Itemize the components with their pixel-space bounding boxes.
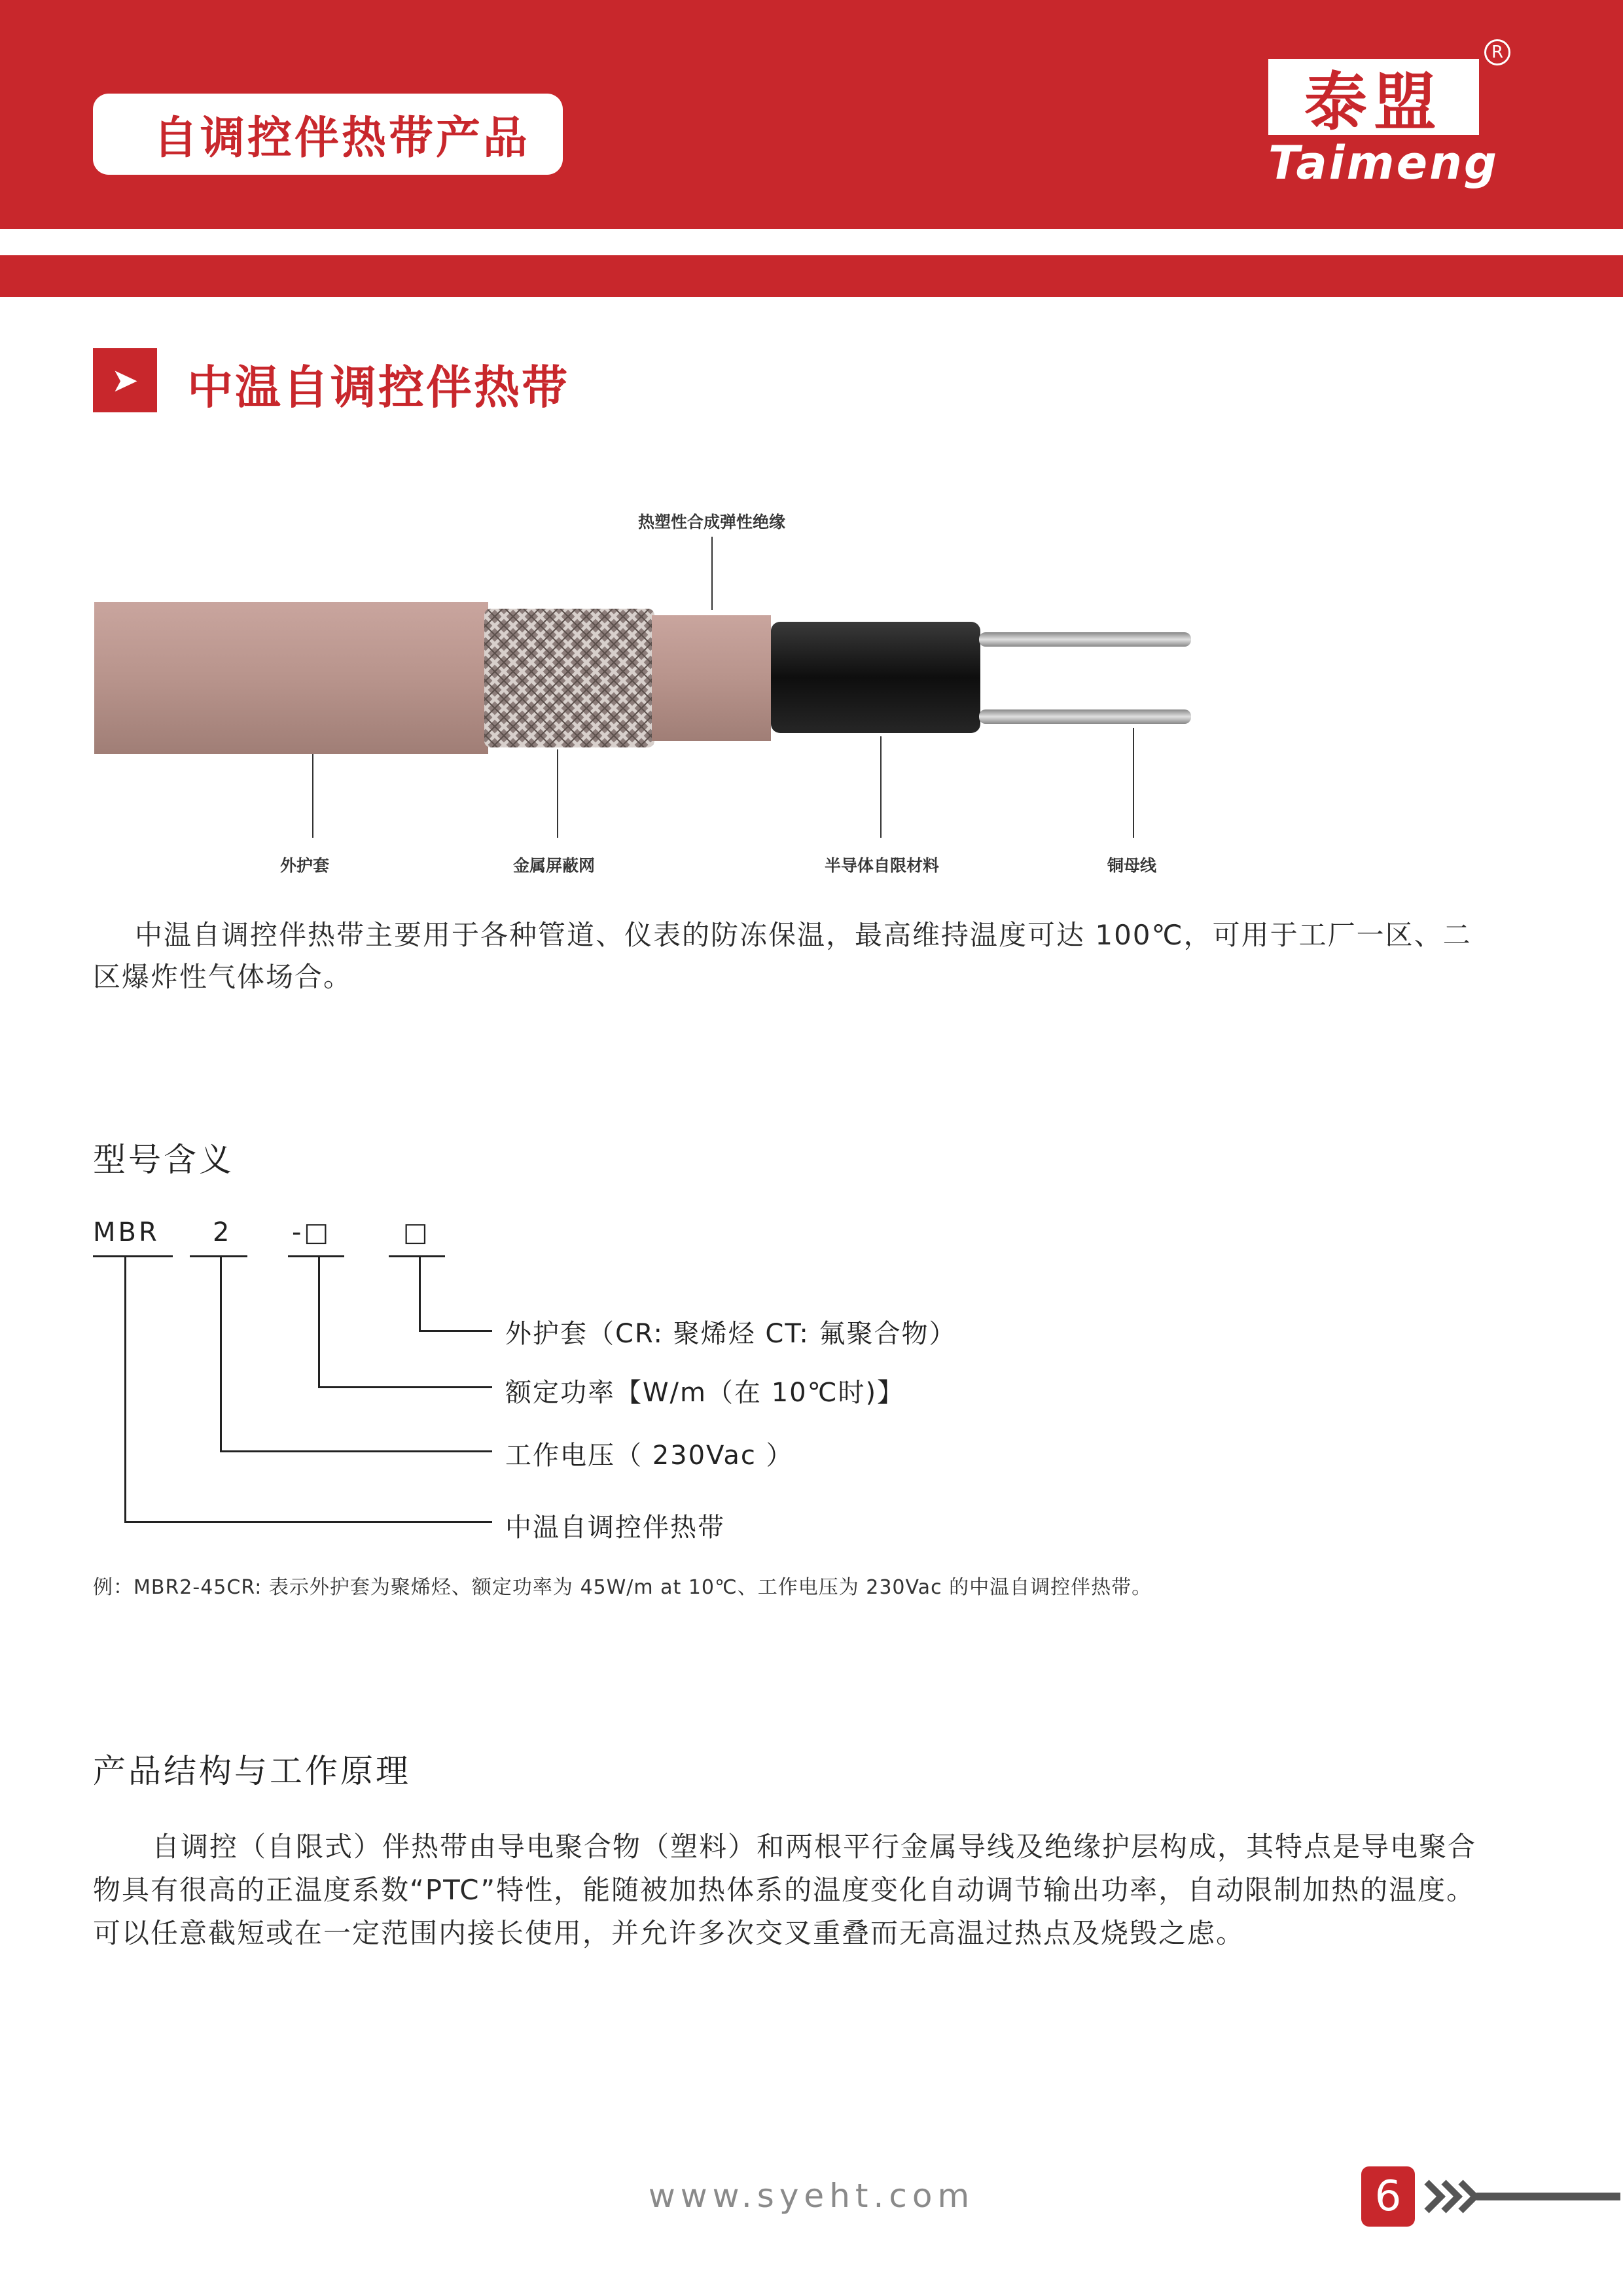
- registered-mark-icon: R: [1484, 39, 1510, 65]
- cable-structure-diagram: [92, 497, 1224, 890]
- code-underline: [389, 1255, 445, 1257]
- bracket-line: [419, 1330, 492, 1332]
- label-semiconductor: 半导体自限材料: [825, 856, 940, 875]
- structure-line-2: 物具有很高的正温度系数“PTC”特性，能随被加热体系的温度变化自动调节输出功率，自动限制加热的温度。: [93, 1874, 1476, 1906]
- chevrons-right-icon: [1424, 2177, 1620, 2216]
- label-insulation: 热塑性合成弹性绝缘: [638, 512, 786, 531]
- bus-wire-bottom: [979, 709, 1191, 724]
- category-label: 自调控伴热带产品: [93, 94, 563, 175]
- bracket-line: [220, 1450, 492, 1452]
- outer-jacket: [94, 602, 488, 754]
- intro-line-2: 区爆炸性气体场合。: [93, 961, 353, 993]
- code-underline: [93, 1255, 173, 1257]
- model-heading: 型号含义: [93, 1141, 234, 1179]
- label-outer-jacket: 外护套: [280, 856, 330, 875]
- structure-line-3: 可以任意截短或在一定范围内接长使用，并允许多次交叉重叠而无高温过热点及烧毁之虑。: [93, 1917, 1245, 1949]
- arrow-right-icon: ➤: [93, 348, 157, 412]
- code-part-voltage: 2: [213, 1217, 232, 1247]
- bracket-line: [124, 1257, 126, 1523]
- desc-jacket: 外护套（CR: 聚烯烃 CT: 氟聚合物）: [505, 1319, 957, 1349]
- semiconductor-core: [771, 622, 980, 733]
- page-number: 6: [1361, 2166, 1415, 2227]
- desc-power: 额定功率【W/m（在 10℃时)】: [505, 1378, 905, 1408]
- model-example: 例：MBR2-45CR: 表示外护套为聚烯烃、额定功率为 45W/m at 10℃、工作电压为 230Vac 的中温自调控伴热带。: [93, 1576, 1152, 1599]
- code-part-mbr: MBR: [93, 1217, 160, 1247]
- code-part-jacket: □: [403, 1217, 431, 1247]
- section-title: 中温自调控伴热带: [187, 361, 569, 414]
- bracket-line: [220, 1257, 222, 1452]
- label-bus-wire: 铜母线: [1107, 856, 1157, 875]
- bracket-line: [318, 1257, 320, 1388]
- bus-wire-top: [979, 632, 1191, 647]
- metal-braid: [484, 609, 654, 747]
- inner-insulation: [652, 615, 771, 741]
- bracket-line: [124, 1521, 492, 1523]
- bracket-line: [318, 1386, 492, 1388]
- intro-line-1: 中温自调控伴热带主要用于各种管道、仪表的防冻保温，最高维持温度可达 100℃，可用于工厂一区、二: [135, 919, 1472, 951]
- desc-voltage: 工作电压（ 230Vac ）: [505, 1441, 794, 1471]
- code-underline: [190, 1255, 247, 1257]
- code-underline: [288, 1255, 344, 1257]
- logo-wordmark: Taimeng: [1268, 136, 1499, 190]
- code-part-power: -□: [292, 1217, 332, 1247]
- structure-line-1: 自调控（自限式）伴热带由导电聚合物（塑料）和两根平行金属导线及绝缘护层构成，其特点是导电聚合: [152, 1831, 1477, 1863]
- bracket-line: [419, 1257, 421, 1332]
- header-stripe: [0, 255, 1623, 297]
- structure-heading: 产品结构与工作原理: [93, 1752, 411, 1790]
- label-metal-braid: 金属屏蔽网: [513, 856, 596, 875]
- logo: 泰盟: [1268, 59, 1479, 135]
- footer-url: www.syeht.com: [648, 2177, 975, 2215]
- desc-product: 中温自调控伴热带: [505, 1513, 725, 1543]
